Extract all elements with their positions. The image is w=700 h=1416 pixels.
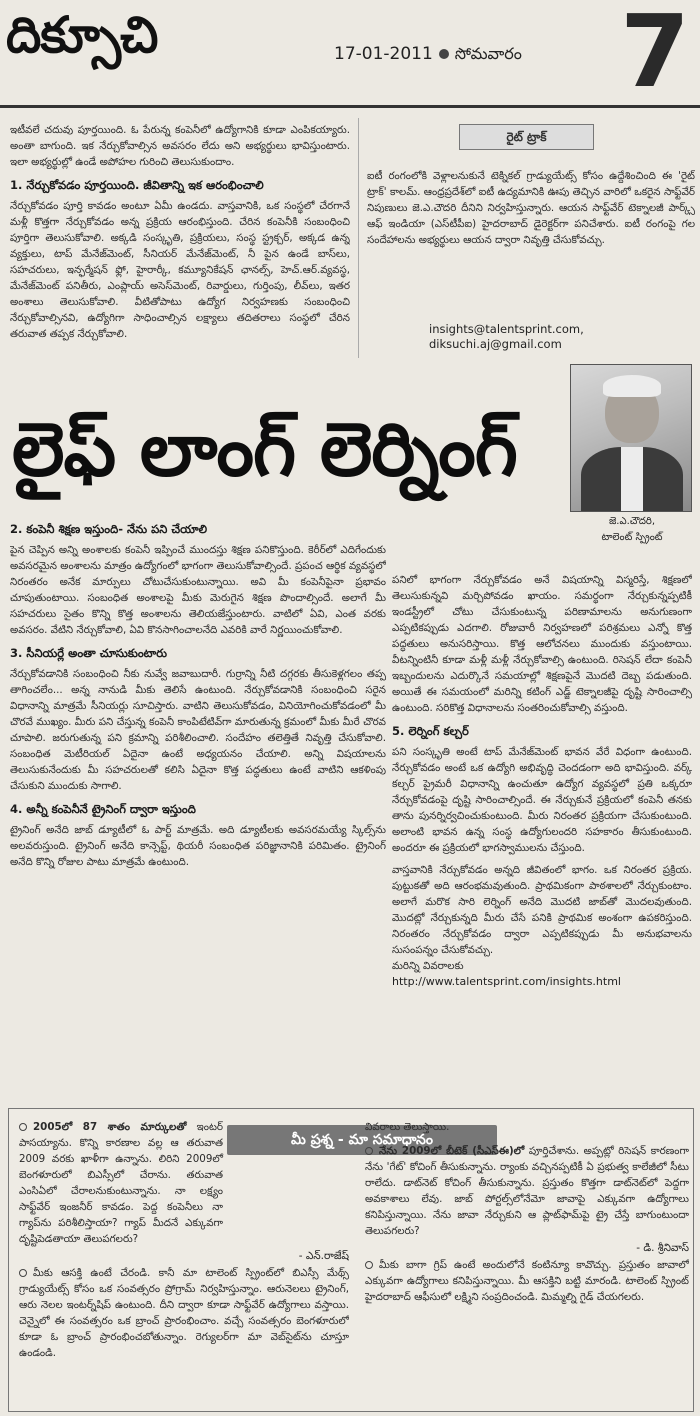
question-1-text: ఇంటర్ పాసయ్యాను. కొన్ని కారణాల వల్ల ఆ తరువాత 2009 వరకు ఖాళీగా ఉన్నాను. లిరిని 2009లో బెంగళూరులో బిఎస్సీలో చేరాను. తరువాత ఎంసిఏలో చేరాలనుకుంటున్నాను. నా లక్ష్యం సాఫ్ట్‌వేర్ ఇంజనీర్ కావడం. పెద్ద కంపెనీలు నా గ్యాప్‌ను పరిశీలిస్తాయా? గ్యాప్ మీదనే ఎక్కువగా దృష్టిపెడతాయా తెలుపగలరు? (19, 1121, 223, 1245)
bullet-icon (365, 1147, 373, 1155)
caption-name: జె.ఎ.చౌదరి, (609, 516, 655, 527)
section-2-heading: 2. కంపెనీ శిక్షణ ఇస్తుంది- నేను పని చేయాలి (10, 522, 208, 536)
masthead-day: సోమవారం (454, 44, 522, 63)
answer-bullet-icon (365, 1261, 373, 1269)
page-number: 7 (620, 0, 690, 110)
contact-emails (429, 322, 584, 352)
masthead-title: దిక్సూచి (6, 6, 158, 64)
qa-box (8, 1108, 694, 1412)
masthead (0, 0, 700, 108)
caption-org: టాలెంట్ స్ప్రింట్ (601, 532, 663, 543)
question-1-signature: - ఎన్.రాజేష్ (298, 1250, 349, 1262)
answer-1 (19, 1265, 349, 1361)
section-1-heading: 1. నేర్చుకోవడం పూర్తయింది. జీవితాన్ని ఇక ఆరంభించాలి (10, 178, 264, 192)
section-3-text: నేర్చుకోవడానికి సంబంధించి నీకు నువ్వే జవాబుదారీ. గుర్రాన్ని నీటి దగ్గరకు తీసుకెళ్లగలం తప్ప తాగించలేం... అన్న నానుడి మీకు తెలిసే ఉంటుంది. నేర్చుకోవడానికి సంబంధించి సరైన విధానాన్ని మాత్రమే సీనియర్లు సూచిస్తారు. వాటిని తెలుసుకోవడం, వినియోగించుకోవడంలో మీ చొరవే ముఖ్యం. మీరు పని చేస్తున్న కంపెనీ కాంపిటేటివ్‌గా మారుతున్న క్రమంలో మీకు మీరే చొరవ చూపాలి. జరుగుతున్న పని క్రమాన్ని పరిశీలించాలి. సందేహం తలెత్తితే నివృత్తి చేసుకోవాలి. సంబంధిత మెటీరియల్ ఏదైనా ఉంటే అధ్యయనం చేయాలి. అన్ని విషయాలను తెలుసుకునేందుకు మీ సహచరులతో కలిసి ఏదైనా కొత్త పద్ధతులు ఉంటే వాటిని ఆకళింపు చేసుకుని ముందుకు సాగాలి. (10, 668, 386, 792)
qa-column-left (19, 1119, 349, 1409)
right-track-tag: రైట్ ట్రాక్ (459, 124, 594, 150)
section-2-text: పైన చెప్పిన అన్ని అంశాలకు కంపెనీ ఇప్పించే ముందస్తు శిక్షణ పనికొస్తుంది. కెరీర్‌లో ఎదిగేందుకు అవసరమైన అంశాలను మాత్రం ఉద్యోగంలో భాగంగా తెలుసుకోవాల్సిందే. ప్రపంచ ఆర్థిక వ్యవస్థలో నిరంతరం అనేక మార్పులు చోటుచేసుకుంటున్నాయి. అవి మీ కంపెనీపైనా ప్రభావం చూపుతుంటాయి. సంబంధిత అంశాలపై మీకు మెరుగైన శిక్షణ పొందాల్సిందే. అలాగే మీ సహచరులు సైతం కొన్ని కొత్త అంశాలను తెలియజేస్తుంటారు. వాటిలో ఏవి, ఎంత వరకు అవసరం. వేటిని నేర్చుకోవాలి, ఏవి కొనసాగించాలనేది ఎవరికి వారే నిర్ణయించుకోవాలి. (10, 544, 386, 636)
section-4-text: ట్రైనింగ్ అనేది జాబ్ డ్యూటీలో ఓ పార్ట్ మాత్రమే. అది డ్యూటీలకు అవసరమయ్యే స్కిల్స్‌ను అలవరుస్తుంది. ట్రైనింగ్ అనేది కాన్సెప్ట్, థియరీ సంబంధిత పరిజ్ఞానానికి పరిమితం. ట్రైనింగ్ అనేది కొన్ని రోజుల పాటు మాత్రమే ఉంటుంది. (10, 824, 386, 868)
photo-shirt-shape (621, 447, 643, 512)
qa-column-right (365, 1119, 689, 1409)
masthead-date-line (334, 44, 522, 67)
article-url[interactable]: http://www.talentsprint.com/insights.html (392, 975, 621, 988)
section-5-text: పని సంస్కృతి అంటే టాప్ మేనేజ్‌మెంట్ భావన వేరే విధంగా ఉంటుంది. నేర్చుకోవడం అంటే ఒక ఉద్యోగి అభివృద్ధి చెందడంగా అది భావిస్తుంది. వర్క్ కల్చర్ ప్రైమరీ విధానాన్ని ఉంచుతూ ఉద్యోగ వ్యవస్థలో ప్రతి ఒక్కరూ నేర్చుకోవడంపై దృష్టి సారించాల్సిందే. ఈ నేర్చుకునే ప్రక్రియలో కంపెనీ తనకు తాను పునర్నిర్వచించుకుంటుంది. మీరు నిరంతర ప్రక్రియగా చేసుకుంటుంది. అలాంటి భావన ఉన్న సంస్థ ఉద్యోగులందరి సహకారం తీసుకుంటుంది. అందరూ ఈ ప్రక్రియలో భాగస్వాములను చేస్తుంది. (392, 746, 692, 854)
section-5-heading: 5. లెర్నింగ్ కల్చర్ (392, 724, 469, 738)
author-photo (570, 364, 692, 512)
article-column-left (10, 514, 386, 1099)
photo-caption (572, 514, 692, 554)
right-track-text: ఐటీ రంగంలోకి వెళ్లాలనుకునే టెక్నికల్ గ్రాడ్యుయేట్స్ కోసం ఉద్దేశించింది ఈ 'రైట్ ట్రాక్' కాలమ్. ఆంధ్రప్రదేశ్‌లో ఐటీ ఉద్యమానికి ఊపు తెచ్చిన వారిలో ఒకరైన సాఫ్ట్‌వేర్ నిపుణులు జె.ఎ.చౌదరి దీనిని నిర్వహిస్తున్నారు. ఆయన సాఫ్ట్‌వేర్ టెక్నాలజీ పార్క్స్ ఆఫ్ ఇండియా (ఎస్‌టీపీఐ) హైదరాబాద్ డైరెక్టర్‌గా పనిచేశారు. ఐటీ రంగంపై గల సందేహాలను అభ్యర్థులు ఆయన ద్వారా నివృత్తి చేసుకోవచ్చు. (367, 170, 695, 246)
masthead-date: 17-01-2011 (334, 44, 433, 64)
email-1: insights@talentsprint.com, (429, 322, 584, 336)
photo-hair-shape (603, 375, 661, 397)
section-3-heading: 3. సీనియర్లే అంతా చూసుకుంటారు (10, 646, 168, 660)
question-2 (365, 1143, 689, 1239)
section-4-heading: 4. అన్నీ కంపెనీనే ట్రైనింగ్ ద్వారా ఇస్తుంది (10, 802, 196, 816)
answer-1-text: మీకు ఆసక్తి ఉంటే చేరండి. కానీ మా టాలెంట్ స్ప్రింట్‌లో బిఎస్సీ మేథ్స్ గ్రాడ్యుయేట్స్ కోసం ఒక సంవత్సరం ప్రోగ్రామ్ నిర్వహిస్తున్నాం. ఆరునెలలు ట్రైనింగ్, ఆరు నెలల ఇంటర్న్‌షిప్ ఉంటుంది. దీని ద్వారా కూడా సాఫ్ట్‌వేర్ ఉద్యోగాలు వస్తాయి. చెన్నైలో ఈ సంవత్సరం ఒక బ్రాంచ్ ప్రారంభించాం. వచ్చే సంవత్సరం బెంగళూరులో కూడా ఓ బ్రాంచ్ ప్రారంభించబోతున్నాం. రెగ్యులర్‌గా మా వెబ్‌సైట్‌ను చూస్తూ ఉండండి. (19, 1267, 349, 1359)
article-headline: లైఫ్ లాంగ్ లెర్నింగ్ (12, 407, 517, 493)
article-column-right (392, 572, 692, 1102)
section-4-continued: పనిలో భాగంగా నేర్చుకోవడం అనే విషయాన్ని విస్మరిస్తే, శిక్షణలో తెలుసుకున్నవి మర్చిపోవడం ఖాయం. సమర్థంగా నేర్చుకున్నప్పటికీ ఇండస్ట్రీలో చోటు చేసుకుంటున్న పరిణామాలను అనుగుణంగా ఎప్పటికప్పుడు ఎదగాలి. రోజువారీ నిర్వహణలో పరిశ్రమలు ఎన్నో కొత్త పద్ధతులు అనుసరిస్తాయి. కొత్త ఆలోచనలు ముందుకు వస్తుంటాయి. వీటన్నింటినీ కూడా మళ్లీ మళ్లీ నేర్చుకోవాల్సి ఉంటుంది. రిసెషన్ లేదా కంపెనీ ఇబ్బందులను ఎదుర్కొనే సమయాల్లో శిక్షణపైనే మొదటి దెబ్బ పడుతుంది. అయితే ఈ సమయంలో మరిన్ని కటింగ్ ఎడ్జ్ టెక్నాలజీపై దృష్టి సారించాల్సి ఉంటుంది. సరికొత్త విధానాలను సంతరించుకోవాల్సి వస్తుంది. (392, 574, 692, 714)
answer-1-tail: వివరాలు తెలుస్తాయి. (365, 1121, 450, 1133)
question-1-lead: 2005లో 87 శాతం మార్కులతో (33, 1121, 187, 1133)
answer-bullet-icon (19, 1269, 27, 1277)
answer-2 (365, 1257, 689, 1305)
section-5-text-2: వాస్తవానికి నేర్చుకోవడం అన్నది జీవితంలో భాగం. ఒక నిరంతర ప్రక్రియ. పుట్టుకతో అది ఆరంభమవుతుంది. ప్రాథమికంగా పాఠశాలలో నేర్చుకుంటాం. అలాగే మరొక సారి లెర్నింగ్ అనేది మొదటి జాబ్‌తో మొదలవుతుంది. మొదట్లో నేర్చుకున్నది మీరు చేసే పనికి ప్రాథమిక అంశంగా ఉపకరిస్తుంది. నిరంతరం నేర్చుకోవడం ద్వారా ఎప్పటికప్పుడు మీ అనుభవాలను సుసంపన్నం చేసుకోవచ్చు. (392, 864, 692, 956)
right-track-box (358, 118, 698, 358)
qa-heading: మీ ప్రశ్న - మా సమాధానం (227, 1125, 497, 1155)
question-2-signature: - డి. శ్రీనివాస్ (636, 1242, 689, 1254)
bullet-icon (19, 1123, 27, 1131)
question-2-text: పూర్తిచేశాను. అప్పట్లో రిసెషన్ కారణంగా నేను 'గేట్' కోచింగ్ తీసుకున్నాను. ర్యాంకు వచ్చినప్పటికీ ఏ ప్రభుత్వ కాలేజీలో సీటు రాలేదు. డాట్‌నెట్ కోచింగ్ తీసుకున్నాను. ప్రస్తుతం కొత్తగా డాట్‌నెట్‌లో పెద్దగా అవకాశాలు లేవు. జాబ్ పోర్టల్స్‌లోనేమో జావాపై ఎక్కువగా ఉద్యోగాలు కనిపిస్తున్నాయి. నేను జావా నేర్చుకుని ఆ ప్లాట్‌ఫామ్‌పై ట్రై చేస్తే బాగుంటుందా తెలుపగలరు? (365, 1145, 689, 1237)
more-info-label: మరిన్ని వివరాలకు (392, 960, 464, 972)
article-column-top-left (10, 122, 350, 390)
section-1-text: నేర్చుకోవడం పూర్తి కావడం అంటూ ఏమీ ఉండదు. వాస్తవానికి, ఒక సంస్థలో చేరగానే మళ్లీ కొత్తగా నేర్చుకోవడం అన్న ప్రక్రియ ఆరంభిస్తుంది. చేరిన కంపెనీకి సంబంధించి పూర్తిగా తెలుసుకోవాలి. అక్కడి సంస్కృతి, ప్రక్రియలు, సంస్థ స్ట్రక్చర్, అక్కడ ఉన్న వ్యక్తులు, టాప్ మేనేజ్‌మెంట్, సీనియర్ మేనేజ్‌మెంట్, నీ పైన ఉండే బాస్‌లు, సహచరులు, ఇన్ఫర్మేషన్ ఫ్లో, హైరార్కీ, కమ్యూనికేషన్ ఛానల్స్, హెచ్.ఆర్.వ్యవస్థ, మేనేజ్‌మెంట్ పనితీరు, ఎంప్లాయ్ అసెస్‌మెంట్, రివార్డులు, గుర్తింపు, లీవ్‌లు, ఇతర అంశాలు తెలుసుకోవాలి. వీటితోపాటు ఉద్యోగ నిర్వహణకు సంబంధించి నేర్చుకోవాల్సినవి, ఉద్యోగిగా సాధించాల్సిన లక్ష్యాలు తదితరాలు సంస్థలో చేరిన తరువాత తప్పక నేర్చుకోవాలి. (10, 200, 350, 340)
answer-2-text: మీకు బాగా గ్రిప్ ఉంటే అందులోనే కంటిన్యూ కావొచ్చు. ప్రస్తుతం జావాలో ఎక్కువగా ఉద్యోగాలు కనిపిస్తున్నాయి. మీ ఆసక్తిని బట్టి మారండి. టాలెంట్ స్ప్రింట్ హైదరాబాద్ ఆఫీసులో లక్ష్మిని సంప్రదించండి. మిమ్మల్ని గైడ్ చేయగలరు. (365, 1259, 689, 1303)
qa-spacer (365, 1135, 689, 1143)
bullet-dot-icon (439, 49, 449, 59)
article-intro: ఇటీవలే చదువు పూర్తయింది. ఓ పేరున్న కంపెనీలో ఉద్యోగానికి కూడా ఎంపికయ్యారు. అంతా బాగుంది. ఇక నేర్చుకోవాల్సిన అవసరం లేదు అని అభ్యర్థులు భావిస్తుంటారు. ఇలా అభ్యర్థుల్లో ఉండే అపోహల గురించి తెలుసుకుందాం. (10, 124, 350, 168)
question-2-lead: నేను 2009లో బీటెక్ (సీఎస్ఈ)లో (379, 1145, 525, 1157)
email-2: diksuchi.aj@gmail.com (429, 337, 562, 351)
